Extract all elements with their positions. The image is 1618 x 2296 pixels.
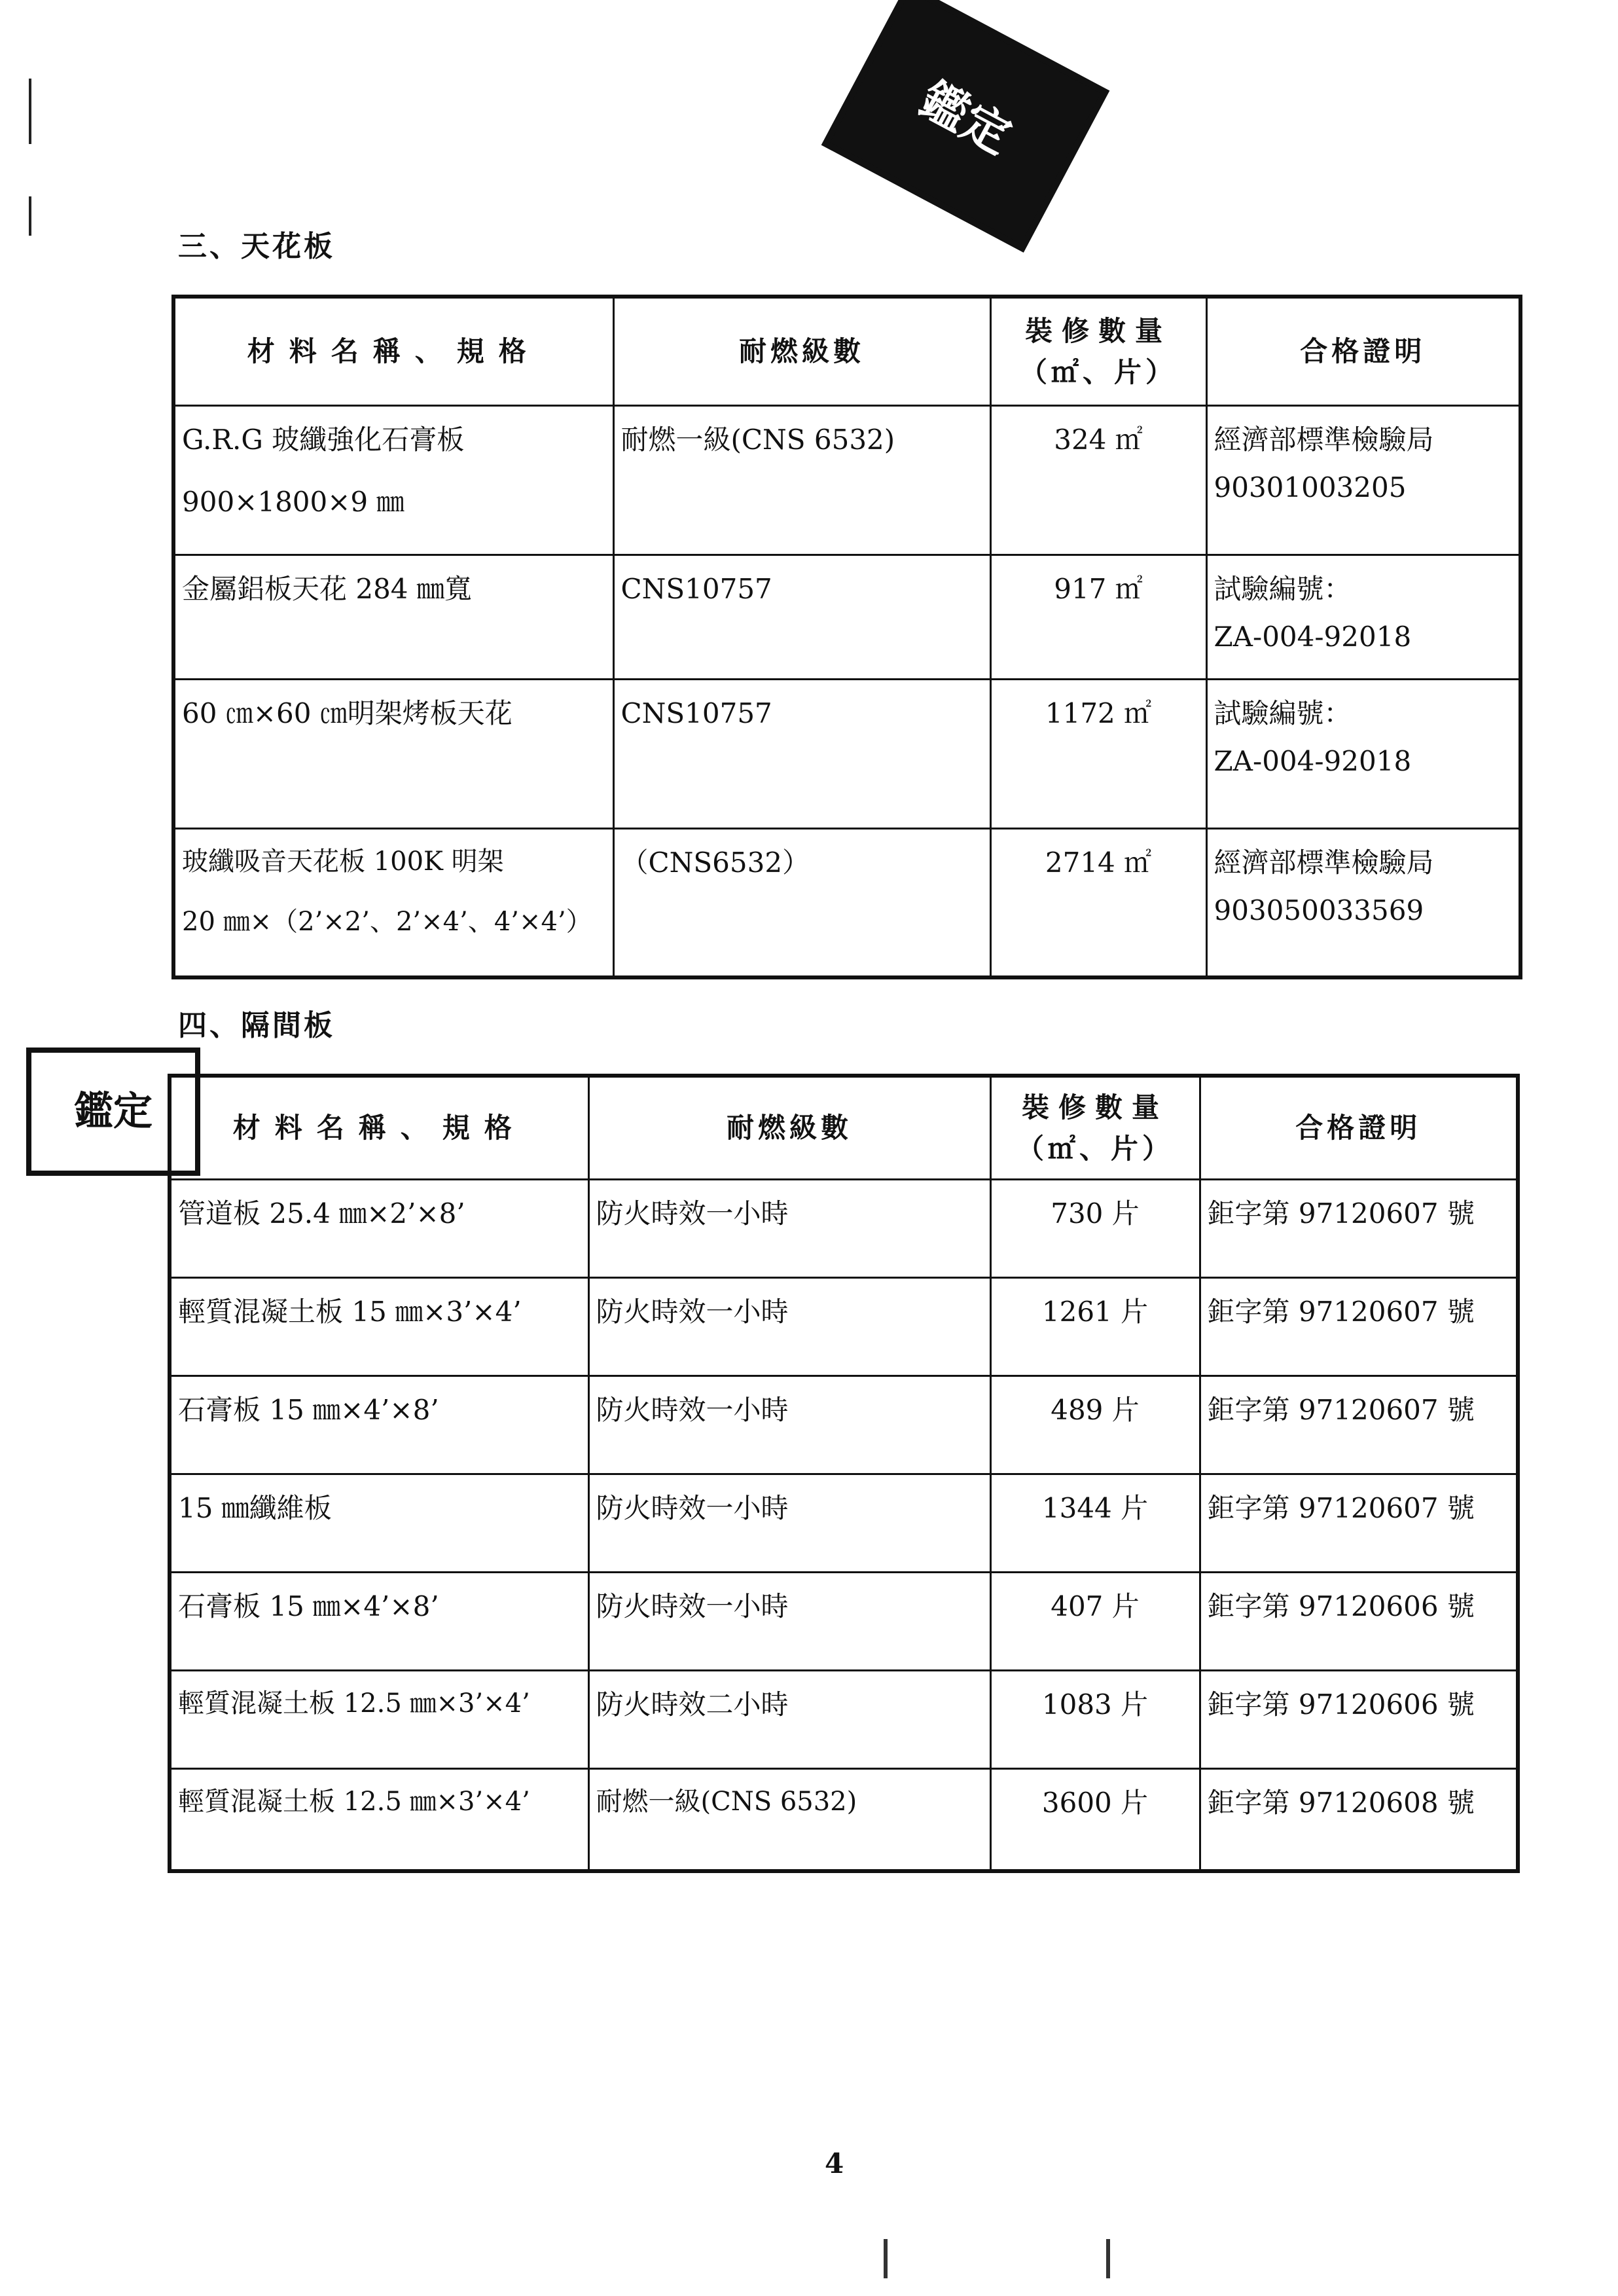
header-quantity-line2: （㎡、片） bbox=[1016, 1133, 1174, 1165]
table-header-row bbox=[170, 1076, 1518, 1180]
cell-grade: 耐燃一級(CNS 6532) bbox=[588, 1769, 990, 1871]
cell-name bbox=[173, 828, 613, 977]
header-grade: 耐燃級數 bbox=[588, 1076, 990, 1180]
cell-quantity: 1261 片 bbox=[990, 1278, 1200, 1376]
cell-name: 石膏板 15 ㎜×4’×8’ bbox=[170, 1573, 588, 1671]
cell-cert bbox=[1206, 679, 1520, 828]
seal-stamp-side: 鑑定 bbox=[26, 1048, 200, 1176]
header-grade: 耐燃級數 bbox=[613, 297, 990, 405]
cell-cert: 鉅字第 97120607 號 bbox=[1200, 1474, 1518, 1573]
table-row bbox=[173, 405, 1520, 555]
section3-heading: 三、天花板 bbox=[178, 230, 335, 263]
cell-cert: 鉅字第 97120608 號 bbox=[1200, 1769, 1518, 1871]
cell-name-line2: 900×1800×9 ㎜ bbox=[182, 486, 404, 518]
table-row bbox=[170, 1180, 1518, 1278]
cell-cert-line2: 903050033569 bbox=[1214, 894, 1424, 926]
table-row bbox=[170, 1769, 1518, 1871]
cell-cert bbox=[1206, 828, 1520, 977]
header-quantity-line2: （㎡、片） bbox=[1019, 355, 1177, 388]
cell-grade: 防火時效一小時 bbox=[588, 1278, 990, 1376]
table-row bbox=[170, 1376, 1518, 1474]
cell-cert-line2: ZA-004-92018 bbox=[1214, 621, 1412, 653]
cell-name bbox=[173, 555, 613, 679]
ceiling-table bbox=[171, 295, 1522, 979]
table-row bbox=[173, 828, 1520, 977]
cell-quantity: 917 ㎡ bbox=[990, 555, 1206, 679]
header-cert: 合格證明 bbox=[1206, 297, 1520, 405]
cell-grade: CNS10757 bbox=[613, 679, 990, 828]
header-name: 材料名稱、規格 bbox=[173, 297, 613, 405]
scan-margin-line bbox=[29, 196, 31, 236]
table-row bbox=[170, 1671, 1518, 1769]
section4-heading: 四、隔間板 bbox=[178, 1009, 335, 1042]
scan-artifact bbox=[884, 2239, 888, 2278]
partition-table bbox=[168, 1074, 1520, 1873]
header-quantity bbox=[990, 297, 1206, 405]
cell-grade: 防火時效一小時 bbox=[588, 1376, 990, 1474]
cell-grade: 防火時效二小時 bbox=[588, 1671, 990, 1769]
table-row bbox=[170, 1278, 1518, 1376]
header-quantity-line1: 裝修數量 bbox=[1024, 314, 1172, 347]
cell-quantity: 407 片 bbox=[990, 1573, 1200, 1671]
cell-cert-line1: 試驗編號： bbox=[1214, 697, 1352, 729]
cell-cert-line1: 試驗編號： bbox=[1214, 572, 1352, 605]
cell-name-line1: 60 ㎝×60 ㎝明架烤板天花 bbox=[182, 697, 512, 729]
cell-name-line1: G.R.G 玻纖強化石膏板 bbox=[182, 423, 465, 456]
cell-quantity: 489 片 bbox=[990, 1376, 1200, 1474]
table-row bbox=[170, 1573, 1518, 1671]
cell-quantity: 1344 片 bbox=[990, 1474, 1200, 1573]
cell-name: 輕質混凝土板 12.5 ㎜×3’×4’ bbox=[170, 1671, 588, 1769]
cell-quantity: 1083 片 bbox=[990, 1671, 1200, 1769]
cell-cert: 鉅字第 97120607 號 bbox=[1200, 1376, 1518, 1474]
cell-quantity: 2714 ㎡ bbox=[990, 828, 1206, 977]
cell-cert: 鉅字第 97120607 號 bbox=[1200, 1180, 1518, 1278]
cell-name-line1: 玻纖吸音天花板 100K 明架 bbox=[182, 846, 504, 877]
cell-grade: 防火時效一小時 bbox=[588, 1573, 990, 1671]
cell-cert-line1: 經濟部標準檢驗局 bbox=[1214, 423, 1434, 456]
cell-quantity: 324 ㎡ bbox=[990, 405, 1206, 555]
table-row bbox=[173, 679, 1520, 828]
cell-quantity: 1172 ㎡ bbox=[990, 679, 1206, 828]
cell-cert: 鉅字第 97120606 號 bbox=[1200, 1573, 1518, 1671]
cell-grade: 耐燃一級(CNS 6532) bbox=[613, 405, 990, 555]
scan-artifact bbox=[1106, 2239, 1110, 2278]
table-header-row bbox=[173, 297, 1520, 405]
page-number: 4 bbox=[825, 2147, 844, 2179]
header-quantity-line1: 裝修數量 bbox=[1021, 1091, 1168, 1123]
cell-grade: 防火時效一小時 bbox=[588, 1474, 990, 1573]
header-cert: 合格證明 bbox=[1200, 1076, 1518, 1180]
header-quantity bbox=[990, 1076, 1200, 1180]
cell-cert-line2: 90301003205 bbox=[1214, 471, 1407, 503]
cell-grade: 防火時效一小時 bbox=[588, 1180, 990, 1278]
cell-quantity: 730 片 bbox=[990, 1180, 1200, 1278]
header-name: 材料名稱、規格 bbox=[170, 1076, 588, 1180]
scan-margin-line bbox=[29, 79, 31, 144]
cell-cert bbox=[1206, 555, 1520, 679]
cell-name: 管道板 25.4 ㎜×2’×8’ bbox=[170, 1180, 588, 1278]
cell-quantity: 3600 片 bbox=[990, 1769, 1200, 1871]
cell-name: 輕質混凝土板 15 ㎜×3’×4’ bbox=[170, 1278, 588, 1376]
cell-name: 輕質混凝土板 12.5 ㎜×3’×4’ bbox=[170, 1769, 588, 1871]
cell-cert-line2: ZA-004-92018 bbox=[1214, 745, 1412, 777]
cell-cert: 鉅字第 97120606 號 bbox=[1200, 1671, 1518, 1769]
table-row bbox=[173, 555, 1520, 679]
cell-name: 石膏板 15 ㎜×4’×8’ bbox=[170, 1376, 588, 1474]
cell-cert bbox=[1206, 405, 1520, 555]
cell-name bbox=[173, 405, 613, 555]
cell-name-line2: 20 ㎜×（2’×2’、2’×4’、4’×4’） bbox=[182, 906, 592, 937]
table-row bbox=[170, 1474, 1518, 1573]
cell-grade: CNS10757 bbox=[613, 555, 990, 679]
cell-cert: 鉅字第 97120607 號 bbox=[1200, 1278, 1518, 1376]
cell-name: 15 ㎜纖維板 bbox=[170, 1474, 588, 1573]
cell-name-line1: 金屬鋁板天花 284 ㎜寬 bbox=[182, 572, 472, 605]
cell-name bbox=[173, 679, 613, 828]
cell-grade: （CNS6532） bbox=[613, 828, 990, 977]
seal-stamp-top: 鑑定 bbox=[821, 0, 1109, 253]
cell-cert-line1: 經濟部標準檢驗局 bbox=[1214, 846, 1434, 879]
